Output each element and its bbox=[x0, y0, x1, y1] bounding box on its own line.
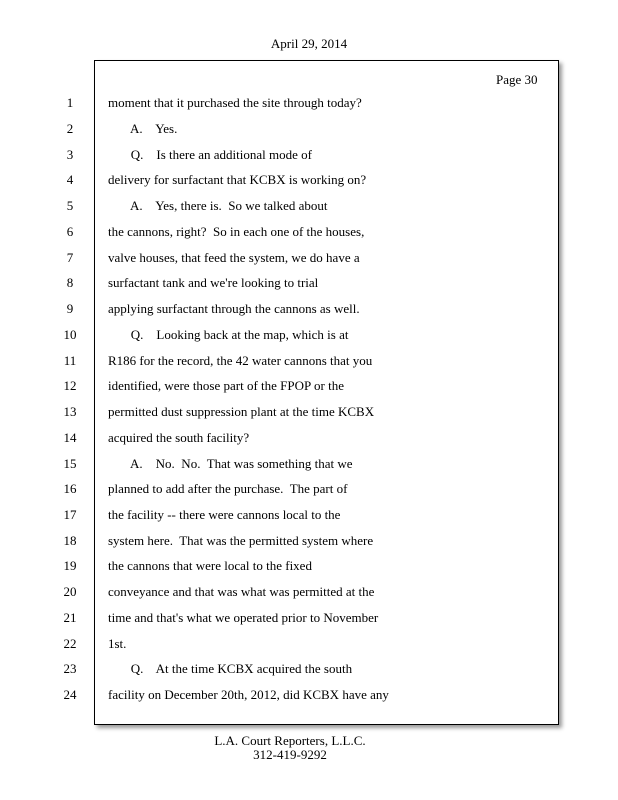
line-number: 1 bbox=[66, 95, 74, 110]
transcript-line: surfactant tank and we're looking to trial bbox=[108, 275, 319, 290]
transcript-line: acquired the south facility? bbox=[108, 430, 250, 445]
transcript-line: applying surfactant through the cannons as well. bbox=[108, 301, 360, 316]
transcript-line: time and that's what we operated prior to November bbox=[108, 610, 379, 625]
footer-phone: 312-419-9292 bbox=[253, 747, 327, 762]
footer-company: L.A. Court Reporters, L.L.C. bbox=[214, 733, 366, 748]
transcript-line: 1st. bbox=[108, 636, 127, 651]
line-number: 12 bbox=[63, 378, 77, 393]
page-number: Page 30 bbox=[496, 72, 538, 87]
transcript-line: A. No. No. That was something that we bbox=[108, 456, 353, 471]
line-number: 18 bbox=[63, 533, 77, 548]
transcript-line: planned to add after the purchase. The part of bbox=[108, 481, 348, 496]
line-number: 22 bbox=[63, 636, 77, 651]
line-number: 24 bbox=[63, 687, 77, 702]
line-number: 14 bbox=[63, 430, 77, 445]
line-number: 21 bbox=[63, 610, 77, 625]
line-number: 13 bbox=[63, 404, 77, 419]
transcript-line: Q. At the time KCBX acquired the south bbox=[108, 661, 353, 676]
transcript-line: the cannons, right? So in each one of the houses, bbox=[108, 224, 365, 239]
transcript-line: A. Yes. bbox=[108, 121, 178, 136]
line-number: 17 bbox=[63, 507, 77, 522]
transcript-line: R186 for the record, the 42 water cannons that you bbox=[108, 353, 373, 368]
transcript-line: delivery for surfactant that KCBX is working on? bbox=[108, 172, 367, 187]
transcript-line: permitted dust suppression plant at the time KCBX bbox=[108, 404, 375, 419]
transcript-line: facility on December 20th, 2012, did KCBX have any bbox=[108, 687, 389, 702]
transcript-line: identified, were those part of the FPOP or the bbox=[108, 378, 344, 393]
transcript-line: valve houses, that feed the system, we do have a bbox=[108, 250, 360, 265]
line-number: 10 bbox=[63, 327, 77, 342]
transcript-line: system here. That was the permitted system where bbox=[108, 533, 374, 548]
line-number: 6 bbox=[66, 224, 74, 239]
line-number: 8 bbox=[66, 275, 74, 290]
line-number: 20 bbox=[63, 584, 77, 599]
transcript-line: moment that it purchased the site through today? bbox=[108, 95, 362, 110]
line-number: 11 bbox=[63, 353, 77, 368]
line-number: 7 bbox=[66, 250, 74, 265]
transcript-line: the facility -- there were cannons local to the bbox=[108, 507, 341, 522]
line-number: 23 bbox=[63, 661, 77, 676]
transcript-line: the cannons that were local to the fixed bbox=[108, 558, 312, 573]
line-number: 2 bbox=[66, 121, 74, 136]
line-number: 19 bbox=[63, 558, 77, 573]
transcript-line: Q. Looking back at the map, which is at bbox=[108, 327, 349, 342]
line-number: 9 bbox=[66, 301, 74, 316]
transcript-line: Q. Is there an additional mode of bbox=[108, 147, 312, 162]
line-number: 3 bbox=[66, 147, 74, 162]
transcript-line: A. Yes, there is. So we talked about bbox=[108, 198, 328, 213]
document-date: April 29, 2014 bbox=[270, 36, 348, 51]
line-number: 16 bbox=[63, 481, 77, 496]
line-number: 4 bbox=[66, 172, 74, 187]
transcript-line: conveyance and that was what was permitted at the bbox=[108, 584, 375, 599]
line-number: 5 bbox=[66, 198, 74, 213]
line-number: 15 bbox=[63, 456, 77, 471]
